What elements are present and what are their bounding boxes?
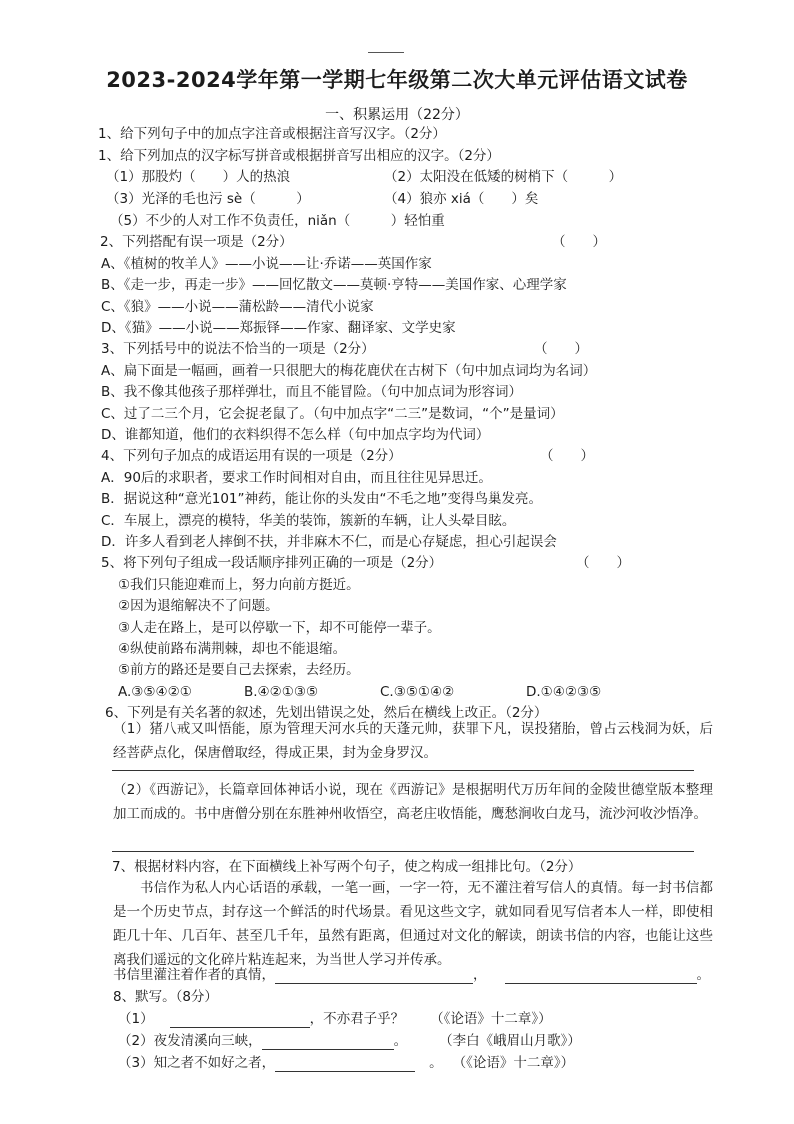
q5-heading: 5、将下列句子组成一段话顺序排列正确的一项是（2分） <box>101 555 443 571</box>
q3-option-d: D、谁都知道，他们的衣料织得不怎么样（句中加点字均为代词） <box>101 427 490 443</box>
section-heading: 一、积累运用（22分） <box>325 107 469 123</box>
q1-item-1: （1）那股灼（ ）人的热浪 <box>106 169 291 185</box>
q5-option-d: D.①④②③⑤ <box>526 684 602 700</box>
q1-item-5: （5）不少的人对工作不负责任，niǎn（ ）轻怕重 <box>110 213 445 229</box>
q7-blank-2[interactable] <box>505 969 697 984</box>
q3-heading: 3、下列括号中的说法不恰当的一项是（2分） <box>101 341 375 357</box>
q8-blank-3[interactable] <box>275 1057 415 1072</box>
q4-option-d: D．许多人看到老人摔倒不扶，并非麻木不仁，而是心存疑虑，担心引起误会 <box>101 534 557 550</box>
q6-passage-1: （1）猪八戒又叫悟能，原为管理天河水兵的天蓬元帅，获罪下凡，误投猪胎，曾占云栈洞为妖，后经菩萨点化，保唐僧取经，得成正果，封为金身罗汉。 <box>113 721 713 761</box>
q7-comma: ， <box>473 967 487 983</box>
q8-item-2: （2）夜发清溪向三峡， 。 （李白《峨眉山月歌》） <box>118 1033 581 1049</box>
q4-answer-bracket: （ ） <box>540 448 594 464</box>
q4-heading: 4、下列句子加点的成语运用有误的一项是（2分） <box>101 448 402 464</box>
q2-answer-bracket: （ ） <box>552 234 606 250</box>
q8-heading: 8、默写。（8分） <box>113 989 218 1005</box>
q4-option-b: B．据说这种“意光101”神药，能让你的头发由“不毛之地”变得鸟巢发亮。 <box>101 491 543 507</box>
q1-heading-b: 1、给下列加点的汉字标写拼音或根据拼音写出相应的汉字。（2分） <box>98 148 500 164</box>
q2-option-a: A、《植树的牧羊人》——小说——让·乔诺——英国作家 <box>101 256 432 272</box>
q1-heading-a: 1、给下列句子中的加点字注音或根据注音写汉字。（2分） <box>98 126 446 142</box>
exam-title: 2023-2024学年第一学期七年级第二次大单元评估语文试卷 <box>106 68 688 92</box>
q5-answer-bracket: （ ） <box>576 555 630 571</box>
q1-item-4: （4）狼亦 xiá（ ）矣 <box>384 191 539 207</box>
q2-option-c: C、《狼》——小说——蒲松龄——清代小说家 <box>101 299 374 315</box>
q7-blank-1[interactable] <box>275 969 473 984</box>
q7-prompt: 书信里灌注着作者的真情， <box>113 967 275 983</box>
q7-heading: 7、根据材料内容，在下面横线上补写两个句子，使之构成一组排比句。（2分） <box>112 859 582 875</box>
q3-option-b: B、我不像其他孩子那样弹壮，而且不能冒险。（句中加点词为形容词） <box>101 384 523 400</box>
q6-passage-2: （2）《西游记》，长篇章回体神话小说，现在《西游记》是根据明代万历年间的金陵世德堂版本整理加工而成的。书中唐僧分别在东胜神州收悟空，高老庄收悟能，鹰愁涧收白龙马，流沙河收沙悟净。 <box>113 782 713 822</box>
q3-option-c: C、过了二三个月，它会捉老鼠了。（句中加点字“二三”是数词，“个”是量词） <box>101 406 564 422</box>
q5-sentence-1: ①我们只能迎难而上，努力向前方挺近。 <box>118 577 360 593</box>
q2-option-d: D、《猫》——小说——郑振铎——作家、翻译家、文学史家 <box>101 320 456 336</box>
q5-sentence-5: ⑤前方的路还是要自己去探索，去经历。 <box>118 662 360 678</box>
q2-option-b: B、《走一步，再走一步》——回忆散文——莫顿·亨特——美国作家、心理学家 <box>101 277 567 293</box>
q5-sentence-3: ③人走在路上，是可以停歇一下，却不可能停一辈子。 <box>118 620 441 636</box>
top-mark <box>368 52 404 53</box>
q5-option-b: B.④②①③⑤ <box>244 684 319 700</box>
q5-option-a: A.③⑤④②① <box>118 684 192 700</box>
q5-option-c: C.③⑤①④② <box>380 684 455 700</box>
q7-period: 。 <box>696 967 710 983</box>
q8-blank-1[interactable] <box>170 1013 310 1028</box>
q6-heading: 6、下列是有关名著的叙述，先划出错误之处，然后在横线上改正。（2分） <box>105 705 548 721</box>
q7-answer-line <box>113 966 710 984</box>
q6-answer-line-1[interactable] <box>112 770 694 771</box>
q4-option-a: A．90后的求职者，要求工作时间相对自由，而且往往见异思迁。 <box>101 470 492 486</box>
q1-item-2: （2）太阳没在低矮的树梢下（ ） <box>384 169 623 185</box>
q8-item-1: （1） ，不亦君子乎？ （《论语》十二章》） <box>118 1011 552 1027</box>
q7-material: 书信作为私人内心话语的承载，一笔一画，一字一符，无不灌注着写信人的真情。每一封书信都是一个历史节点，封存这一个鲜活的时代场景。看见这些文字，就如同看见写信者本人一样，即使相距几十年、几百年、甚至几千年，虽然有距离，但通过对文化的解读，朗读书信的内容，也能让这些离我们遥远的文化碎片粘连起来，为当世人学习并传承。 <box>113 880 713 968</box>
q5-sentence-4: ④纵使前路布满荆棘，却也不能退缩。 <box>118 641 347 657</box>
q1-item-3: （3）光泽的毛也污 sè（ ） <box>106 191 310 207</box>
q2-heading: 2、下列搭配有误一项是（2分） <box>100 234 293 250</box>
q4-option-c: C．车展上，漂亮的模特，华美的装饰，簇新的车辆，让人头晕目眩。 <box>101 513 516 529</box>
q8-blank-2[interactable] <box>262 1035 394 1050</box>
q3-answer-bracket: （ ） <box>534 341 588 357</box>
q3-option-a: A、扁下面是一幅画，画着一只很肥大的梅花鹿伏在古树下（句中加点词均为名词） <box>101 363 597 379</box>
q8-item-3: （3）知之者不如好之者， 。 （《论语》十二章》） <box>118 1055 575 1071</box>
q5-sentence-2: ②因为退缩解决不了问题。 <box>118 598 279 614</box>
q6-answer-line-2[interactable] <box>112 851 694 852</box>
